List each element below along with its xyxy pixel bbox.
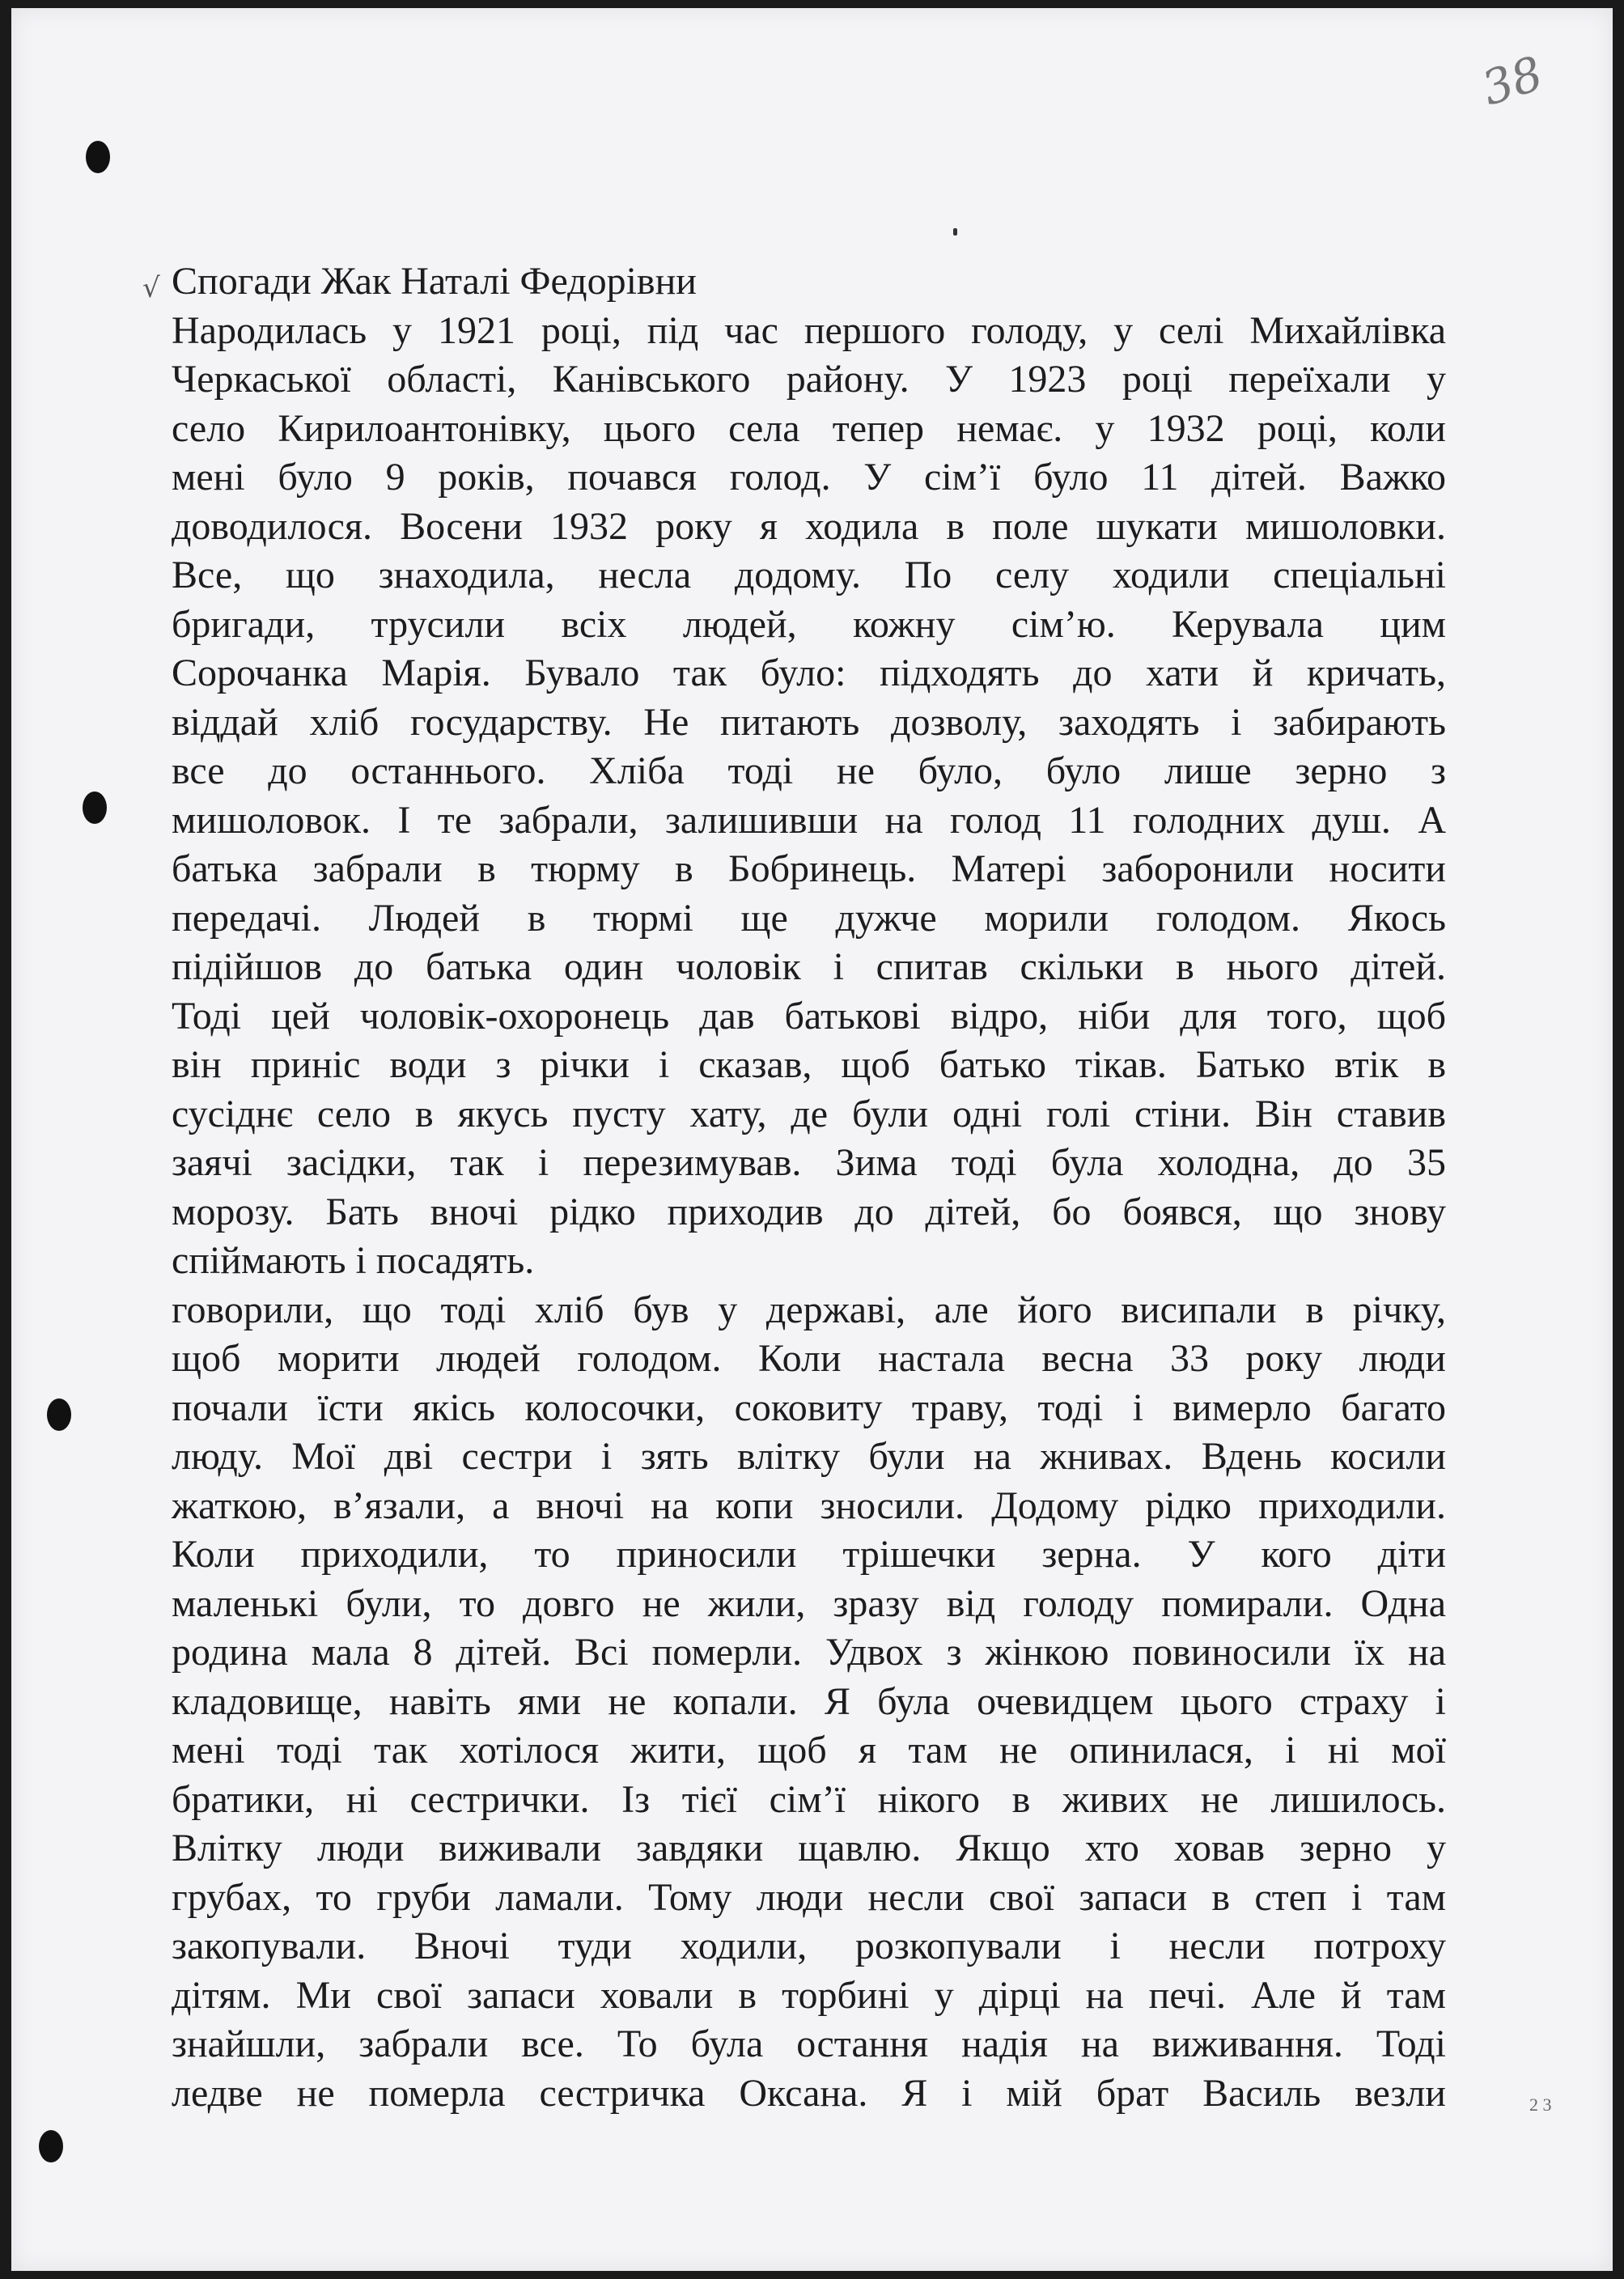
text-line: говорили, що тоді хліб був у державі, але його висипали в річку, [172,1288,1446,1331]
text-line: люду. Мої дві сестри і зять влітку були на жнивах. Вдень косили [172,1435,1446,1478]
text-line: почали їсти якісь колосочки, соковиту траву, тоді і вимерло багато [172,1386,1446,1429]
text-line: жаткою, в’язали, а вночі на копи зносили. Додому рідко приходили. [172,1483,1446,1527]
text-line: доводилося. Восени 1932 року я ходила в поле шукати мишоловки. [172,504,1446,548]
text-line: родина мала 8 дітей. Всі померли. Удвох з жінкою повиносили їх на [172,1631,1446,1674]
punch-hole-2 [83,791,107,824]
text-line: передачі. Людей в тюрмі ще дужче морили голодом. Якось [172,896,1446,940]
text-line: братики, ні сестрички. Із тієї сім’ї нікого в живих не лишилось. [172,1777,1446,1821]
text-line: Черкаської області, Канівського району. У 1923 році переїхали у [172,358,1446,401]
text-line: ледве не померла сестричка Оксана. Я і мій брат Василь везли [172,2071,1446,2115]
text-line: дітям. Ми свої запаси ховали в торбині у дірці на печі. Але й там [172,1973,1446,2017]
text-line: Сорочанка Марія. Бувало так було: підходять до хати й кричать, [172,651,1446,694]
text-line: бригади, трусили всіх людей, кожну сім’ю. Керувала цим [172,602,1446,646]
document-title: Спогади Жак Наталі Федорівни [172,260,697,303]
check-mark: √ [142,272,160,304]
text-line: він приніс води з річки і сказав, щоб батько тікав. Батько втік в [172,1043,1446,1086]
text-line: все до останнього. Хліба тоді не було, було лише зерно з [172,749,1446,792]
text-line: Тоді цей чоловік-охоронець дав батькові відро, ніби для того, щоб [172,994,1446,1038]
text-line: знайшли, забрали все. То була остання надія на виживання. Тоді [172,2022,1446,2065]
text-line: грубах, то груби ламали. Тому люди несли свої запаси в степ і там [172,1875,1446,1919]
ink-speck [953,228,957,236]
text-line: мені тоді так хотілося жити, щоб я там не опинилася, і ні мої [172,1729,1446,1772]
paragraph-1 [172,307,1446,1286]
text-line: маленькі були, то довго не жили, зразу від голоду помирали. Одна [172,1581,1446,1625]
text-line: мені було 9 років, почався голод. У сім’ї було 11 дітей. Важко [172,456,1446,499]
text-line: спіймають і посадять. [172,1239,535,1282]
document-page [11,8,1613,2271]
memoir-text [172,257,1446,2118]
text-line: батька забрали в тюрму в Бобринець. Матері заборонили носити [172,847,1446,890]
text-line: заячі засідки, так і перезимував. Зима тоді була холодна, до 35 [172,1141,1446,1184]
text-line: Народилась у 1921 році, під час першого голоду, у селі Михайлівка [172,308,1446,352]
text-line: село Кирилоантонівку, цього села тепер немає. у 1932 році, коли [172,406,1446,450]
punch-hole-4 [39,2130,63,2162]
paragraph-2 [172,1286,1446,2119]
text-line: Влітку люди виживали завдяки щавлю. Якщо хто ховав зерно у [172,1827,1446,1869]
text-line: Коли приходили, то приносили трішечки зерна. У кого діти [172,1533,1446,1576]
handwritten-page-number: 38 [1475,45,1550,117]
punch-hole-3 [47,1398,71,1431]
text-line: щоб морити людей голодом. Коли настала весна 33 року люди [172,1337,1446,1380]
text-line: мишоловок. І те забрали, залишивши на голод 11 голодних душ. А [172,798,1446,842]
text-line: Все, що знаходила, несла додому. По селу ходили спеціальні [172,554,1446,596]
text-line: кладовище, навіть ями не копали. Я була очевидцем цього страху і [172,1679,1446,1723]
punch-hole-1 [86,141,110,173]
text-line: підійшов до батька один чоловік і спитав скільки в нього дітей. [172,945,1446,988]
corner-mark: 2 3 [1529,2094,1552,2115]
text-line: віддай хліб государству. Не питають дозволу, заходять і забирають [172,700,1446,744]
text-line: сусіднє село в якусь пусту хату, де були одні голі стіни. Він ставив [172,1092,1446,1135]
text-line: закопували. Вночі туди ходили, розкопували і несли потроху [172,1925,1446,1967]
text-line: морозу. Бать вночі рідко приходив до дітей, бо боявся, що знову [172,1190,1446,1233]
